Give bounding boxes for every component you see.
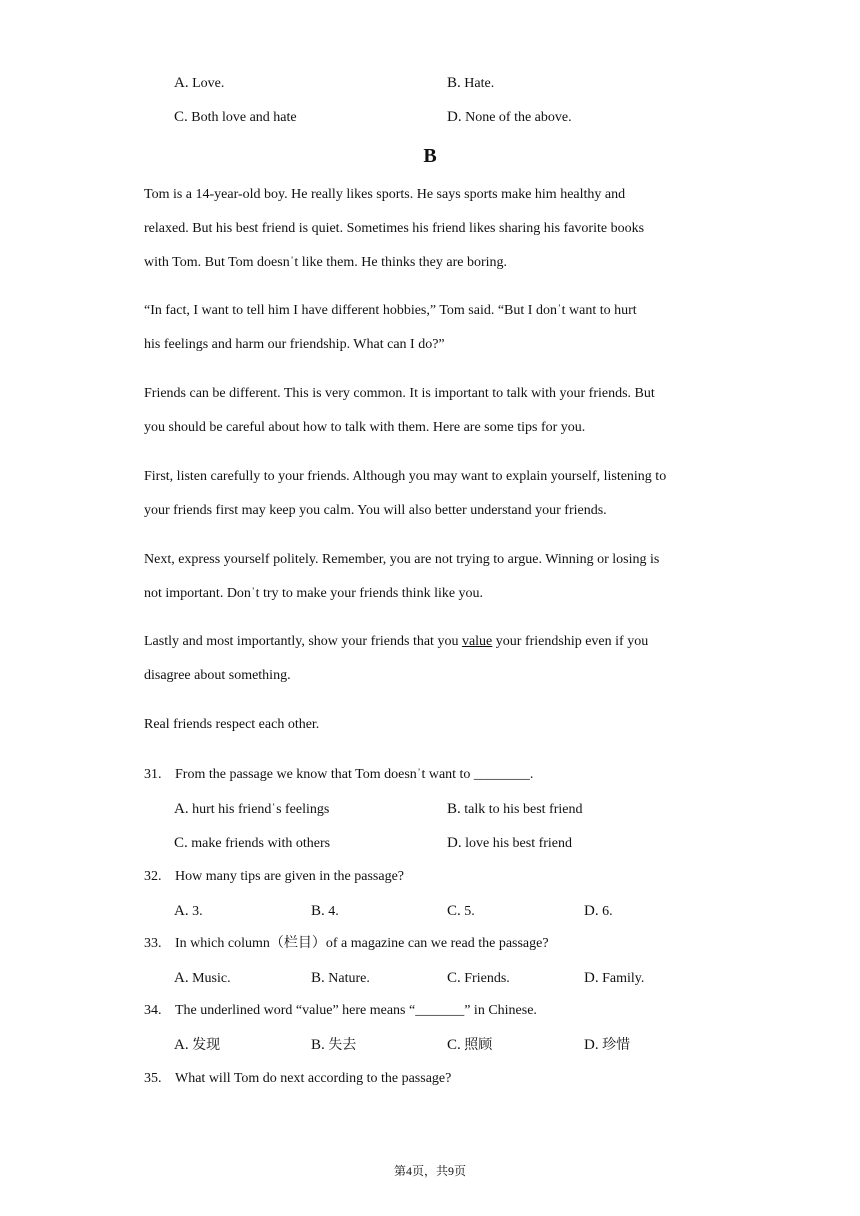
prev-option-c <box>174 107 297 128</box>
option-text: talk to his best friend <box>464 802 583 817</box>
question-33 <box>144 934 549 954</box>
option-text: 6. <box>602 904 613 919</box>
q33-option-c <box>447 968 510 989</box>
question-number: 34. <box>144 1003 162 1018</box>
option-text: None of the above. <box>465 110 572 125</box>
passage-paragraph-5 <box>144 548 724 616</box>
option-text: hurt his friendˈs feelings <box>192 802 330 817</box>
option-text: 珍惜 <box>602 1038 631 1053</box>
option-letter: A. <box>174 1037 189 1053</box>
option-text: love his best friend <box>465 836 573 851</box>
paragraph-line: Friends can be different. This is very common. It is important to talk with your friends. But <box>144 386 655 401</box>
question-35 <box>144 1069 451 1089</box>
option-text: Family. <box>602 971 645 986</box>
paragraph-line: First, listen carefully to your friends. Although you may want to explain yourself, listening to <box>144 469 667 484</box>
question-text: What will Tom do next according to the passage? <box>175 1071 452 1086</box>
option-text: 发现 <box>192 1038 221 1053</box>
q32-option-b <box>311 901 339 922</box>
paragraph-line: you should be careful about how to talk with them. Here are some tips for you. <box>144 420 586 435</box>
paragraph-line: “In fact, I want to tell him I have different hobbies,” Tom said. “But I donˈt want to hurt <box>144 303 637 318</box>
option-letter: A. <box>174 970 189 986</box>
passage-paragraph-2 <box>144 299 724 367</box>
section-heading: B <box>423 145 437 167</box>
q31-option-a <box>174 799 329 820</box>
q33-option-d <box>584 968 644 989</box>
question-number: 31. <box>144 767 162 782</box>
paragraph-line: relaxed. But his best friend is quiet. Sometimes his friend likes sharing his favorite books <box>144 221 645 236</box>
paragraph-line: your friends first may keep you calm. You will also better understand your friends. <box>144 503 607 518</box>
question-number: 33. <box>144 936 162 951</box>
q33-option-b <box>311 968 370 989</box>
option-letter: C. <box>447 970 461 986</box>
option-letter: D. <box>447 109 462 125</box>
q32-option-d <box>584 901 613 922</box>
option-text: make friends with others <box>191 836 331 851</box>
option-letter: A. <box>174 903 189 919</box>
paragraph-line: Tom is a 14-year-old boy. He really likes sports. He says sports make him healthy and <box>144 187 626 202</box>
text-fragment: Lastly and most importantly, show your friends that you <box>144 634 462 649</box>
underlined-word: value <box>461 634 493 649</box>
q34-option-b <box>311 1035 356 1056</box>
q34-option-d <box>584 1035 630 1056</box>
option-text: Hate. <box>464 76 495 91</box>
option-text: 4. <box>328 904 339 919</box>
option-text: Both love and hate <box>191 110 297 125</box>
question-number: 32. <box>144 869 162 884</box>
paragraph-line <box>144 630 724 664</box>
page-footer: 第4页，共9页 <box>393 1164 466 1178</box>
option-letter: A. <box>174 75 189 91</box>
option-letter: A. <box>174 801 189 817</box>
paragraph-line: not important. Donˈt try to make your friends think like you. <box>144 586 484 601</box>
q31-option-b <box>447 799 582 820</box>
option-letter: C. <box>447 903 461 919</box>
passage-paragraph-4 <box>144 465 724 533</box>
question-34 <box>144 1001 537 1021</box>
option-letter: B. <box>447 801 461 817</box>
paragraph-line: Next, express yourself politely. Remember, you are not trying to argue. Winning or losing is <box>144 552 660 567</box>
option-text: Love. <box>192 76 225 91</box>
question-text: In which column（栏目）of a magazine can we read the passage? <box>175 936 549 951</box>
paragraph-line: his feelings and harm our friendship. What can I do?” <box>144 337 445 352</box>
q34-option-c <box>447 1035 492 1056</box>
option-letter: C. <box>447 1037 461 1053</box>
option-text: 失去 <box>328 1038 357 1053</box>
q33-option-a <box>174 968 231 989</box>
option-letter: B. <box>311 1037 325 1053</box>
q31-option-c <box>174 833 330 854</box>
prev-option-d <box>447 107 572 128</box>
question-text: How many tips are given in the passage? <box>175 869 404 884</box>
text-fragment: your friendship even if you <box>492 634 649 649</box>
question-text: The underlined word “value” here means “_______” in Chinese. <box>175 1003 537 1018</box>
question-text: From the passage we know that Tom doesnˈt want to ________. <box>175 767 534 782</box>
q34-option-a <box>174 1035 220 1056</box>
option-text: 3. <box>192 904 203 919</box>
prev-option-a <box>174 73 224 94</box>
option-text: Friends. <box>464 971 510 986</box>
option-letter: D. <box>584 903 599 919</box>
passage-paragraph-1 <box>144 183 724 285</box>
paragraph-line: Real friends respect each other. <box>144 717 320 732</box>
passage-paragraph-6 <box>144 630 724 698</box>
prev-option-b <box>447 73 494 94</box>
q32-option-a <box>174 901 203 922</box>
option-letter: D. <box>584 1037 599 1053</box>
question-32 <box>144 867 404 887</box>
q32-option-c <box>447 901 475 922</box>
option-letter: B. <box>447 75 461 91</box>
option-letter: D. <box>584 970 599 986</box>
passage-paragraph-3 <box>144 382 724 450</box>
option-text: 5. <box>464 904 475 919</box>
paragraph-line: with Tom. But Tom doesnˈt like them. He thinks they are boring. <box>144 255 508 270</box>
option-letter: C. <box>174 109 188 125</box>
q31-option-d <box>447 833 572 854</box>
option-letter: C. <box>174 835 188 851</box>
option-letter: B. <box>311 970 325 986</box>
option-text: 照顾 <box>464 1038 493 1053</box>
question-31 <box>144 765 533 785</box>
option-letter: B. <box>311 903 325 919</box>
option-letter: D. <box>447 835 462 851</box>
paragraph-line: disagree about something. <box>144 668 291 683</box>
option-text: Nature. <box>328 971 370 986</box>
question-number: 35. <box>144 1071 162 1086</box>
passage-paragraph-7 <box>144 713 724 747</box>
option-text: Music. <box>192 971 231 986</box>
